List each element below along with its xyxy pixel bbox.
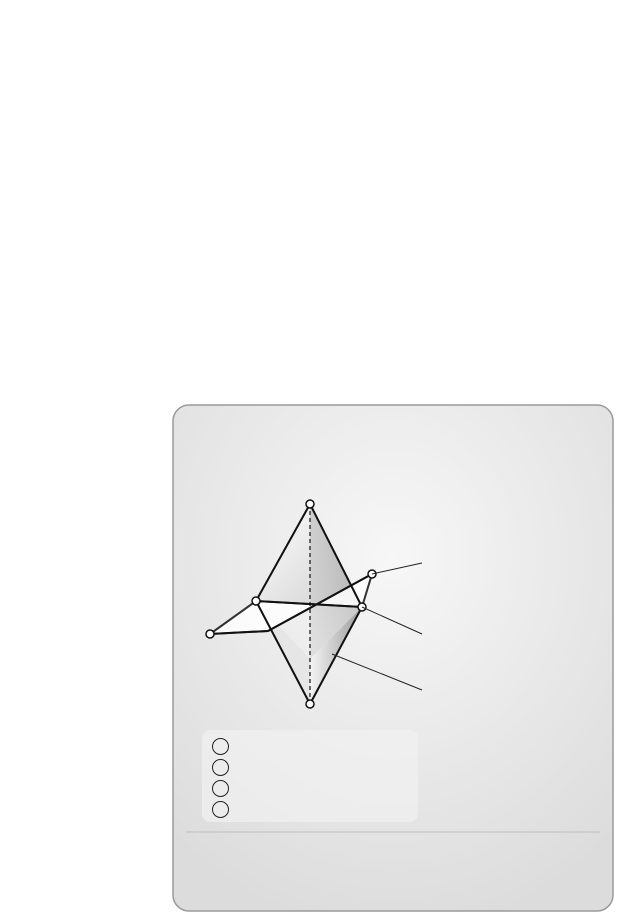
legend-item-emotional [212, 780, 229, 800]
figure-frame [173, 405, 613, 911]
legend-symbol-circle [212, 738, 229, 755]
legend-item-physical [212, 759, 229, 779]
legend-symbol-circle [212, 780, 229, 797]
matrix-diagram-figure [172, 404, 614, 912]
legend-symbol-circle [212, 759, 229, 776]
legend-box [202, 730, 418, 822]
legend-symbol-circle [212, 801, 229, 818]
legend-item-sexual [212, 801, 229, 821]
diagram-graphics [172, 404, 614, 912]
legend-item-intellectual [212, 738, 229, 758]
